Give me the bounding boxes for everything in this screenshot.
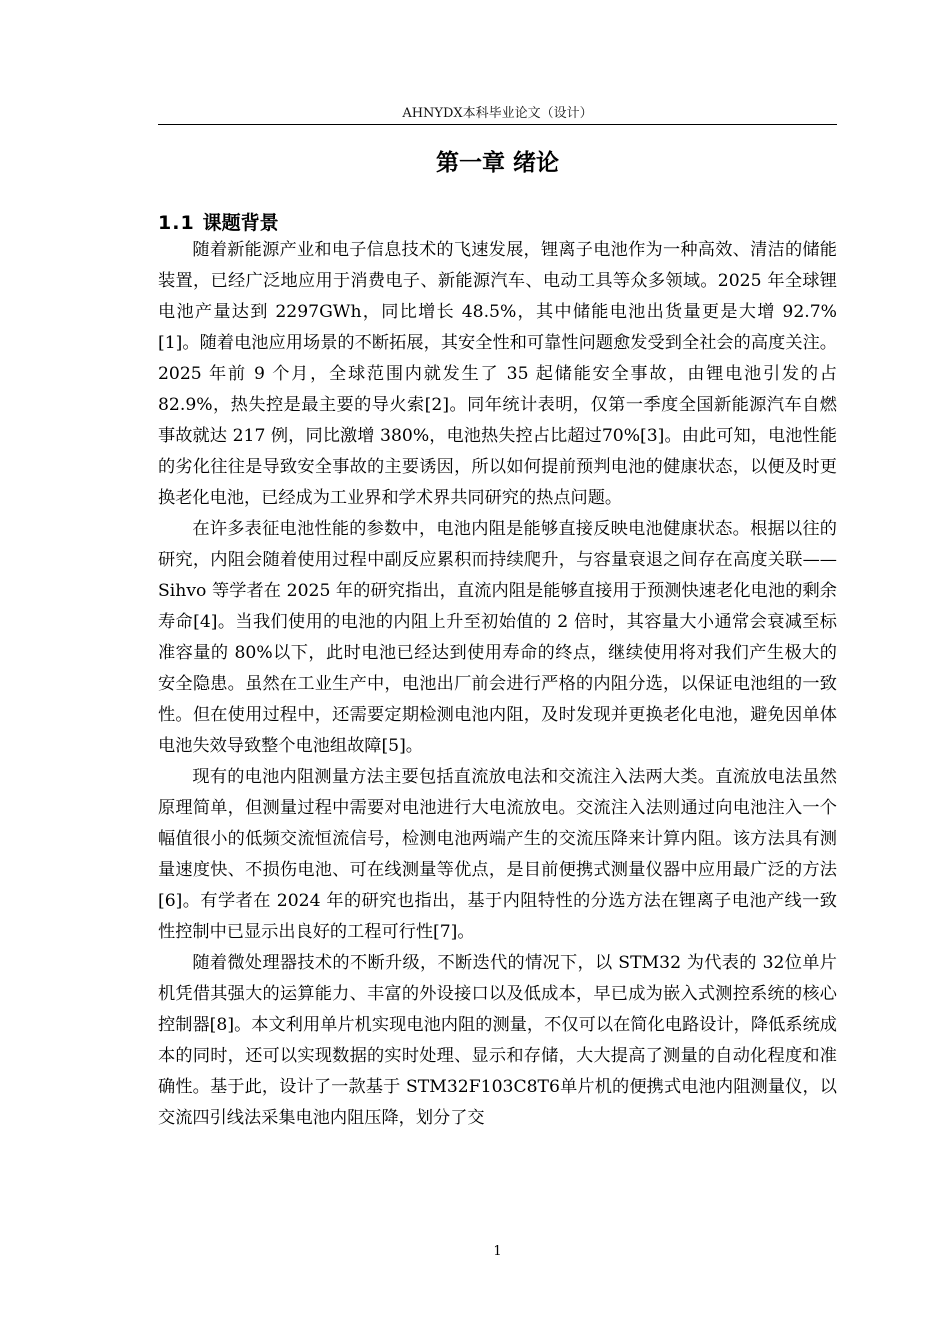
header-rule — [158, 124, 837, 125]
chapter-title: 第一章 绪论 — [435, 150, 559, 176]
body-text — [158, 235, 837, 1134]
section-number: 1.1 — [158, 212, 195, 234]
running-header: AHNYDX本科毕业论文（设计） — [402, 106, 593, 121]
paragraph: 随着新能源产业和电子信息技术的飞速发展，锂离子电池作为一种高效、清洁的储能装置，已经广泛地应用于消费电子、新能源汽车、电动工具等众多领域。2025 年全球锂电池产量达到 2297GWh，同比增长 48.5%，其中储能电池出货量更是大增 92.7%[1]。随着电池应用场景的不断拓展，其安全性和可靠性问题愈发受到全社会的高度关注。2025 年前 9 个月，全球范围内就发生了 35 起储能安全事故，由锂电池引发的占 82.9%，热失控是最主要的导火索[2]。同年统计表明，仅第一季度全国新能源汽车自燃事故就达 217 例，同比激增 380%，电池热失控占比超过70%[3]。由此可知，电池性能的劣化往往是导致安全事故的主要诱因，所以如何提前预判电池的健康状态，以便及时更换老化电池，已经成为工业界和学术界共同研究的热点问题。 — [158, 240, 837, 508]
page-number: 1 — [493, 1244, 502, 1259]
paragraph: 现有的电池内阻测量方法主要包括直流放电法和交流注入法两大类。直流放电法虽然原理简单，但测量过程中需要对电池进行大电流放电。交流注入法则通过向电池注入一个幅值很小的低频交流恒流信号，检测电池两端产生的交流压降来计算内阻。该方法具有测量速度快、不损伤电池、可在线测量等优点，是目前便携式测量仪器中应用最广泛的方法[6]。有学者在 2024 年的研究也指出，基于内阻特性的分选方法在锂离子电池产线一致性控制中已显示出良好的工程可行性[7]。 — [158, 767, 837, 942]
paragraph: 在许多表征电池性能的参数中，电池内阻是能够直接反映电池健康状态。根据以往的研究，内阻会随着使用过程中副反应累积而持续爬升，与容量衰退之间存在高度关联——Sihvo 等学者在 2025 年的研究指出，直流内阻是能够直接用于预测快速老化电池的剩余寿命[4]。当我们使用的电池的内阻上升至初始值的 2 倍时，其容量大小通常会衰减至标准容量的 80%以下，此时电池已经达到使用寿命的终点，继续使用将对我们产生极大的安全隐患。虽然在工业生产中，电池出厂前会进行严格的内阻分选，以保证电池组的一致性。但在使用过程中，还需要定期检测电池内阻，及时发现并更换老化电池，避免因单体电池失效导致整个电池组故障[5]。 — [158, 519, 837, 756]
section-title: 课题背景 — [202, 212, 279, 234]
section-heading — [158, 211, 837, 235]
paragraph: 随着微处理器技术的不断升级，不断迭代的情况下，以 STM32 为代表的 32位单片机凭借其强大的运算能力、丰富的外设接口以及低成本，早已成为嵌入式测控系统的核心控制器[8]。本文利用单片机实现电池内阻的测量，不仅可以在简化电路设计，降低系统成本的同时，还可以实现数据的实时处理、显示和存储，大大提高了测量的自动化程度和准确性。基于此，设计了一款基于 STM32F103C8T6单片机的便携式电池内阻测量仪，以交流四引线法采集电池内阻压降，划分了交 — [158, 953, 837, 1128]
